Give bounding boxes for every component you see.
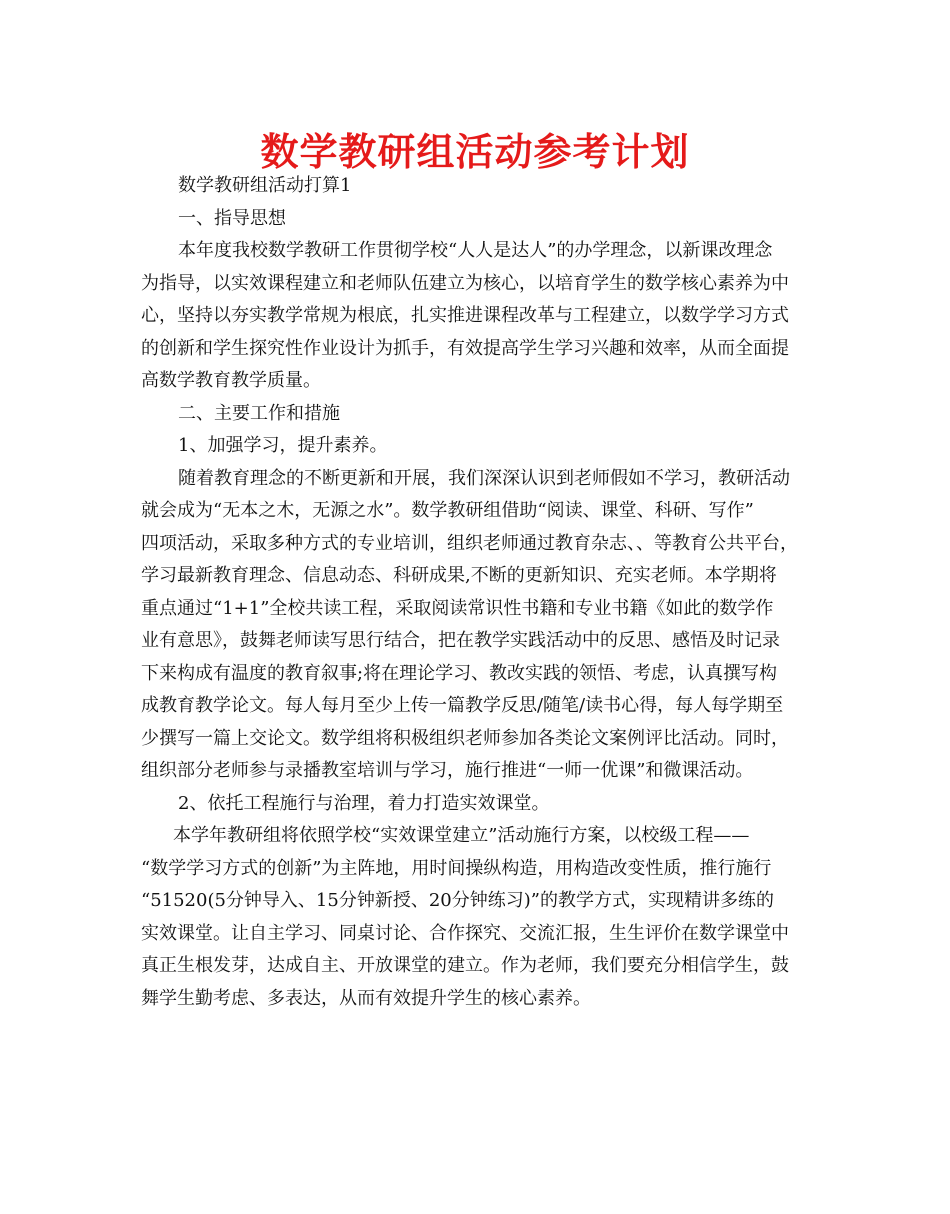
paragraph-line: 心，坚持以夯实教学常规为根底，扎实推进课程改革与工程建立，以数学学习方式 [141, 305, 789, 326]
subsection-heading-1: 1、加强学习，提升素养。 [178, 435, 388, 456]
paragraph-line: 高数学教育教学质量。 [141, 370, 321, 391]
paragraph-line: 组织部分老师参与录播教室培训与学习，施行推进“一师一优课”和微课活动。 [141, 760, 754, 781]
paragraph-line: 学习最新教育理念、信息动态、科研成果,不断的更新知识、充实老师。本学期将 [141, 565, 777, 586]
paragraph-line: 的创新和学生探究性作业设计为抓手，有效提高学生学习兴趣和效率，从而全面提 [141, 337, 789, 359]
paragraph-line: 少撰写一篇上交论文。数学组将积极组织老师参加各类论文案例评比活动。同时， [141, 727, 789, 749]
paragraph-line: 为指导，以实效课程建立和老师队伍建立为核心，以培育学生的数学核心素养为中 [141, 272, 789, 294]
paragraph-line: 舞学生勤考虑、多表达，从而有效提升学生的核心素养。 [141, 987, 591, 1009]
paragraph-line: 成教育教学论文。每人每月至少上传一篇教学反思/随笔/读书心得，每人每学期至 [141, 695, 784, 716]
paragraph-line: 本学年教研组将依照学校“实效课堂建立”活动施行方案，以校级工程—— [173, 825, 750, 846]
paragraph-line: 本年度我校数学教研工作贯彻学校“人人是达人”的办学理念，以新课改理念 [178, 240, 773, 261]
paragraph-line: 业有意思》，鼓舞老师读写思行结合，把在教学实践活动中的反思、感悟及时记录 [141, 630, 780, 651]
section-heading-1: 一、指导思想 [178, 207, 286, 229]
paragraph-line: 实效课堂。让自主学习、同桌讨论、合作探究、交流汇报，生生评价在数学课堂中 [141, 922, 789, 944]
paragraph-line: 就会成为“无本之木，无源之水”。数学教研组借助“阅读、课堂、科研、写作” [141, 500, 754, 521]
paragraph-line: 随着教育理念的不断更新和开展，我们深深认识到老师假如不学习，教研活动 [178, 467, 790, 489]
paragraph-line: 真正生根发芽，达成自主、开放课堂的建立。作为老师，我们要充分相信学生，鼓 [141, 955, 789, 976]
section-heading-2: 二、主要工作和措施 [178, 402, 340, 424]
document-body [141, 170, 817, 1015]
subtitle-line: 数学教研组活动打算1 [178, 175, 352, 196]
paragraph-line: 重点通过“1+1”全校共读工程，采取阅读常识性书籍和专业书籍《如此的数学作 [141, 597, 774, 619]
paragraph-line: “51520(5分钟导入、15分钟新授、20分钟练习)”的教学方式，实现精讲多练的 [141, 890, 774, 911]
paragraph-line: 四项活动，采取多种方式的专业培训，组织老师通过教育杂志、、等教育公共平台， [141, 532, 798, 554]
paragraph-line: 下来构成有温度的教育叙事;将在理论学习、教改实践的领悟、考虑，认真撰写构 [141, 662, 778, 684]
subsection-heading-2: 2、依托工程施行与治理，着力打造实效课堂。 [178, 792, 550, 814]
document-title: 数学教研组活动参考计划 [260, 129, 690, 174]
paragraph-line: “数学学习方式的创新”为主阵地，用时间操纵构造，用构造改变性质，推行施行 [141, 857, 772, 879]
